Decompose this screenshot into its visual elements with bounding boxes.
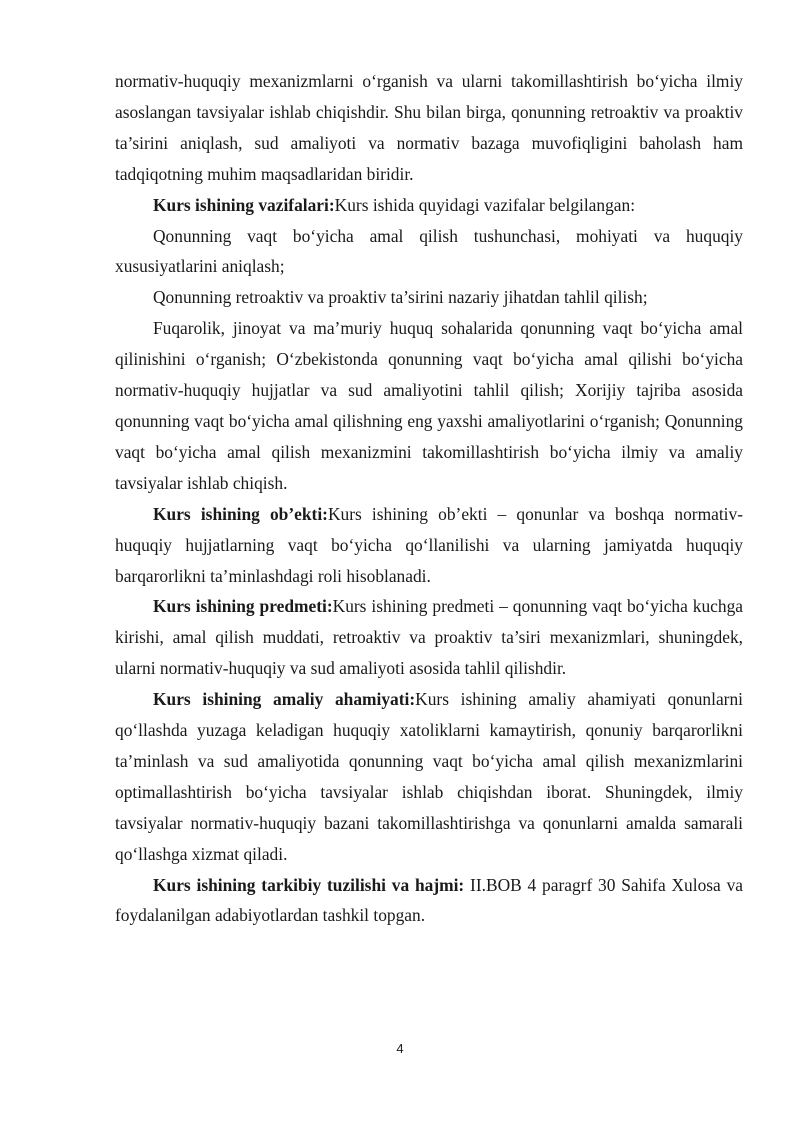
paragraph-goal-continuation: [115, 66, 743, 190]
paragraph-task-1: [115, 221, 743, 283]
paragraph-text: Kurs ishida quyidagi vazifalar belgilangan:: [334, 194, 636, 215]
paragraph-text: Kurs ishining ob’ekti – qonunlar va boshqa normativ-huquqiy hujjatlarning vaqt bo‘yicha qo‘llanilishi va ularning jamiyatda huquqiy barqarorlikni ta’minlashdagi roli hisoblanadi.: [115, 503, 743, 586]
paragraph-object: [115, 499, 743, 592]
section-heading-subject: Kurs ishining predmeti:: [153, 596, 333, 617]
paragraph-text: II.BOB 4 paragrf 30 Sahifa Xulosa va foydalanilgan adabiyotlardan tashkil topgan.: [115, 874, 743, 926]
paragraph-text: Kurs ishining predmeti – qonunning vaqt bo‘yicha kuchga kirishi, amal qilish muddati, retroaktiv va proaktiv ta’siri mexanizmlari, shuningdek, ularni normativ-huquqiy va sud amaliyoti asosida tahlil qilishdir.: [115, 596, 743, 679]
page-number: 4: [396, 1041, 404, 1056]
paragraph-structure: [115, 870, 743, 932]
paragraph-text: normativ-huquqiy mexanizmlarni o‘rganish va ularni takomillashtirish bo‘yicha ilmiy asoslangan tavsiyalar ishlab chiqishdir. Shu bilan birga, qonunning retroaktiv va proaktiv ta’sirini aniqlash, sud amaliyoti va normativ bazaga muvofiqligini baholash ham tadqiqotning muhim maqsadlaridan biridir.: [115, 71, 743, 184]
paragraph-practical-significance: [115, 684, 743, 869]
paragraph-subject: [115, 591, 743, 684]
paragraph-task-2: [115, 282, 743, 313]
paragraph-text: Fuqarolik, jinoyat va ma’muriy huquq sohalarida qonunning vaqt bo‘yicha amal qilinishini o‘rganish; O‘zbekistonda qonunning vaqt bo‘yicha amal qilishi bo‘yicha normativ-huquqiy hujjatlar va sud amaliyotini tahlil qilish; Xorijiy tajriba asosida qonunning vaqt bo‘yicha amal qilishning eng yaxshi amaliyotlarini o‘rganish; Qonunning vaqt bo‘yicha amal qilish mexanizmini takomillashtirish bo‘yicha ilmiy va amaliy tavsiyalar ishlab chiqish.: [115, 318, 743, 493]
section-heading-tasks: Kurs ishining vazifalari:: [153, 194, 335, 215]
paragraph-text: Qonunning vaqt bo‘yicha amal qilish tushunchasi, mohiyati va huquqiy xususiyatlarini aniqlash;: [115, 225, 743, 277]
document-body: [115, 66, 743, 931]
paragraph-task-3: [115, 313, 743, 498]
paragraph-text: Kurs ishining amaliy ahamiyati qonunlarni qo‘llashda yuzaga keladigan huquqiy xatoliklarni kamaytirish, qonuniy barqarorlikni ta’minlash va sud amaliyotida qonunning vaqt bo‘yicha amal qilish mexanizmlarini optimallashtirish bo‘yicha tavsiyalar ishlab chiqishdan iborat. Shuningdek, ilmiy tavsiyalar normativ-huquqiy bazani takomillashtirishga va qonunlarni amalda samarali qo‘llashga xizmat qiladi.: [115, 689, 743, 864]
section-heading-object: Kurs ishining ob’ekti:: [153, 503, 328, 524]
section-heading-structure: Kurs ishining tarkibiy tuzilishi va hajmi:: [153, 874, 465, 895]
paragraph-text: Qonunning retroaktiv va proaktiv ta’sirini nazariy jihatdan tahlil qilish;: [153, 287, 648, 308]
section-heading-practical-significance: Kurs ishining amaliy ahamiyati:: [153, 689, 416, 710]
paragraph-tasks: [115, 190, 743, 221]
